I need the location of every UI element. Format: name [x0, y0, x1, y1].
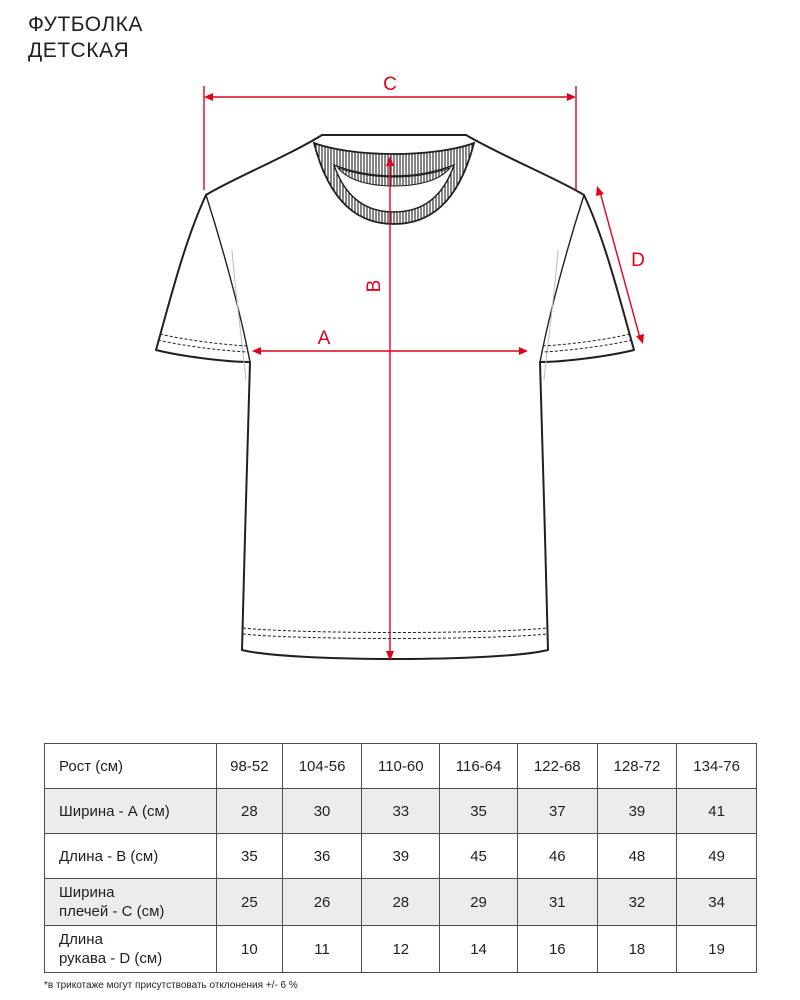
- value-cell: 48: [597, 834, 677, 879]
- size-cell: 98-52: [217, 744, 283, 789]
- value-cell: 46: [517, 834, 597, 879]
- value-cell: 35: [440, 789, 518, 834]
- value-cell: 41: [677, 789, 757, 834]
- row-label-line-1: Ширина: [59, 884, 115, 901]
- row-label-line-2: рукава - D (см): [59, 950, 163, 967]
- table-row-shoulder-c: [45, 879, 757, 926]
- value-cell: 45: [440, 834, 518, 879]
- value-cell: 35: [217, 834, 283, 879]
- value-cell: 26: [282, 879, 362, 926]
- row-label-line-2: плечей - С (см): [59, 903, 165, 920]
- title-line-1: ФУТБОЛКА: [28, 13, 143, 36]
- value-cell: 25: [217, 879, 283, 926]
- size-cell: 116-64: [440, 744, 518, 789]
- title-line-2: ДЕТСКАЯ: [28, 39, 130, 62]
- size-cell: 110-60: [362, 744, 440, 789]
- value-cell: 30: [282, 789, 362, 834]
- row-label-line-1: Длина: [59, 931, 103, 948]
- tolerance-footnote: *в трикотаже могут присутствовать отклонения +/- 6 %: [44, 980, 298, 991]
- value-cell: 32: [597, 879, 677, 926]
- height-label: Рост (см): [45, 744, 217, 789]
- row-label: [45, 834, 217, 879]
- value-cell: 34: [677, 879, 757, 926]
- table-row-sleeve-d: [45, 926, 757, 973]
- value-cell: 31: [517, 879, 597, 926]
- value-cell: 19: [677, 926, 757, 973]
- dimension-a-label: A: [317, 328, 331, 349]
- value-cell: 37: [517, 789, 597, 834]
- size-cell: 134-76: [677, 744, 757, 789]
- value-cell: 28: [217, 789, 283, 834]
- value-cell: 16: [517, 926, 597, 973]
- size-cell: 122-68: [517, 744, 597, 789]
- value-cell: 36: [282, 834, 362, 879]
- table-row-width-a: [45, 789, 757, 834]
- value-cell: 39: [597, 789, 677, 834]
- table-row-length-b: [45, 834, 757, 879]
- value-cell: 11: [282, 926, 362, 973]
- value-cell: 10: [217, 926, 283, 973]
- value-cell: 49: [677, 834, 757, 879]
- value-cell: 29: [440, 879, 518, 926]
- size-cell: 104-56: [282, 744, 362, 789]
- value-cell: 33: [362, 789, 440, 834]
- value-cell: 14: [440, 926, 518, 973]
- size-header-row: [45, 744, 757, 789]
- value-cell: 39: [362, 834, 440, 879]
- size-table: [44, 743, 757, 973]
- value-cell: 18: [597, 926, 677, 973]
- dimension-d-label: D: [631, 250, 645, 271]
- row-label: [45, 789, 217, 834]
- row-label-line-1: Ширина - А (см): [59, 802, 170, 820]
- row-label-line-1: Длина - В (см): [59, 847, 159, 865]
- row-label: [45, 926, 217, 973]
- dimension-b-label: B: [364, 279, 385, 293]
- value-cell: 12: [362, 926, 440, 973]
- row-label: [45, 879, 217, 926]
- dimension-c-label: C: [383, 74, 397, 95]
- value-cell: 28: [362, 879, 440, 926]
- size-cell: 128-72: [597, 744, 677, 789]
